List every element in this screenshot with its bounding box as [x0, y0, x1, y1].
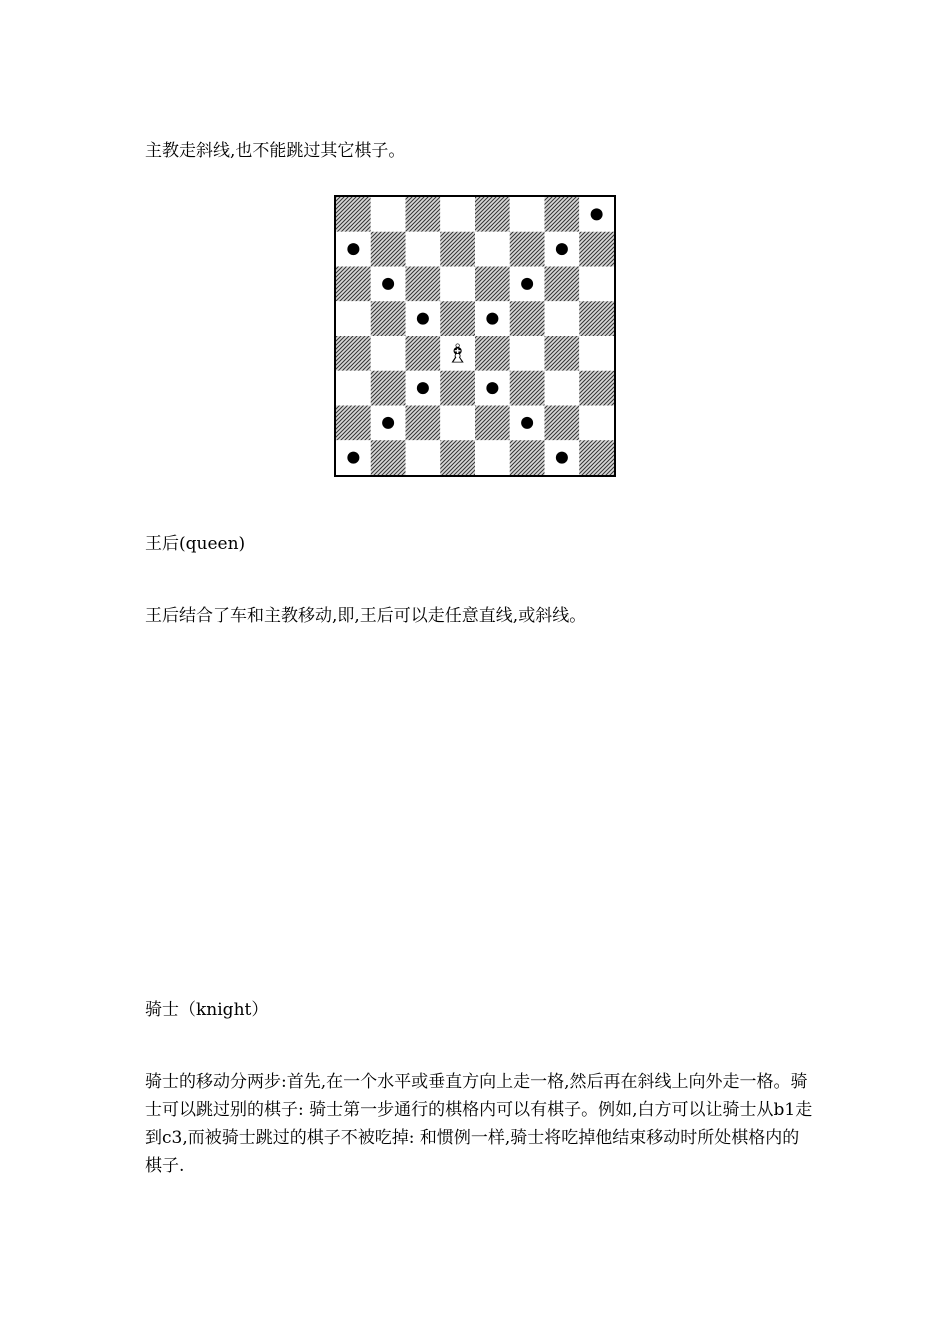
board-square-g3: [545, 371, 580, 406]
board-square-e7: [475, 232, 510, 267]
chess-board-svg: [336, 197, 614, 475]
move-target-dot-c3: [417, 382, 429, 394]
board-square-f4: [510, 336, 545, 371]
board-square-a2: [336, 406, 371, 441]
board-square-h3: [579, 371, 614, 406]
board-square-d5: [440, 301, 475, 336]
board-square-c4: [406, 336, 441, 371]
board-square-d7: [440, 232, 475, 267]
board-square-b1: [371, 440, 406, 475]
move-target-dot-f6: [521, 278, 533, 290]
board-square-f1: [510, 440, 545, 475]
chess-board-diagram: [334, 195, 616, 477]
board-square-e2: [475, 406, 510, 441]
board-square-e8: [475, 197, 510, 232]
board-square-g5: [545, 301, 580, 336]
board-square-h4: [579, 336, 614, 371]
board-square-a6: [336, 267, 371, 302]
board-square-g8: [545, 197, 580, 232]
board-square-h1: [579, 440, 614, 475]
move-target-dot-g7: [556, 243, 568, 255]
board-square-b5: [371, 301, 406, 336]
board-square-h7: [579, 232, 614, 267]
board-square-h6: [579, 267, 614, 302]
move-target-dot-a7: [347, 243, 359, 255]
board-square-c2: [406, 406, 441, 441]
move-target-dot-b6: [382, 278, 394, 290]
board-square-e6: [475, 267, 510, 302]
board-square-c8: [406, 197, 441, 232]
board-square-a3: [336, 371, 371, 406]
board-square-h2: [579, 406, 614, 441]
queen-heading: 王后(queen): [145, 534, 246, 554]
board-square-b8: [371, 197, 406, 232]
board-square-e1: [475, 440, 510, 475]
move-target-dot-h8: [591, 208, 603, 220]
move-target-dot-b2: [382, 417, 394, 429]
board-square-d1: [440, 440, 475, 475]
board-square-f8: [510, 197, 545, 232]
move-target-dot-e5: [486, 313, 498, 325]
move-target-dot-a1: [347, 452, 359, 464]
move-target-dot-c5: [417, 313, 429, 325]
board-square-h5: [579, 301, 614, 336]
bishop-rule-text: 主教走斜线,也不能跳过其它棋子。: [145, 141, 406, 161]
board-square-f3: [510, 371, 545, 406]
knight-rule-text: 骑士的移动分两步:首先,在一个水平或垂直方向上走一格,然后再在斜线上向外走一格。骑士可以跳过别的棋子: 骑士第一步通行的棋格内可以有棋子。例如,白方可以让骑士从b1走到c3,而被骑士跳过的棋子不被吃掉: 和惯例一样,骑士将吃掉他结束移动时所处棋格内的棋子.: [145, 1072, 813, 1176]
board-square-g4: [545, 336, 580, 371]
board-square-a5: [336, 301, 371, 336]
knight-heading: 骑士（knight）: [145, 1000, 269, 1020]
board-square-b7: [371, 232, 406, 267]
board-square-c6: [406, 267, 441, 302]
board-square-b3: [371, 371, 406, 406]
board-square-f7: [510, 232, 545, 267]
board-square-a4: [336, 336, 371, 371]
move-target-dot-e3: [486, 382, 498, 394]
board-square-d3: [440, 371, 475, 406]
board-square-g6: [545, 267, 580, 302]
board-square-f5: [510, 301, 545, 336]
bishop-icon: ♗: [445, 339, 470, 370]
queen-rule-text: 王后结合了车和主教移动,即,王后可以走任意直线,或斜线。: [145, 606, 587, 626]
move-target-dot-f2: [521, 417, 533, 429]
board-square-c1: [406, 440, 441, 475]
board-square-d6: [440, 267, 475, 302]
board-square-g2: [545, 406, 580, 441]
board-square-d2: [440, 406, 475, 441]
board-square-a8: [336, 197, 371, 232]
board-square-e4: [475, 336, 510, 371]
move-target-dot-g1: [556, 452, 568, 464]
board-square-b4: [371, 336, 406, 371]
board-square-c7: [406, 232, 441, 267]
board-square-d8: [440, 197, 475, 232]
